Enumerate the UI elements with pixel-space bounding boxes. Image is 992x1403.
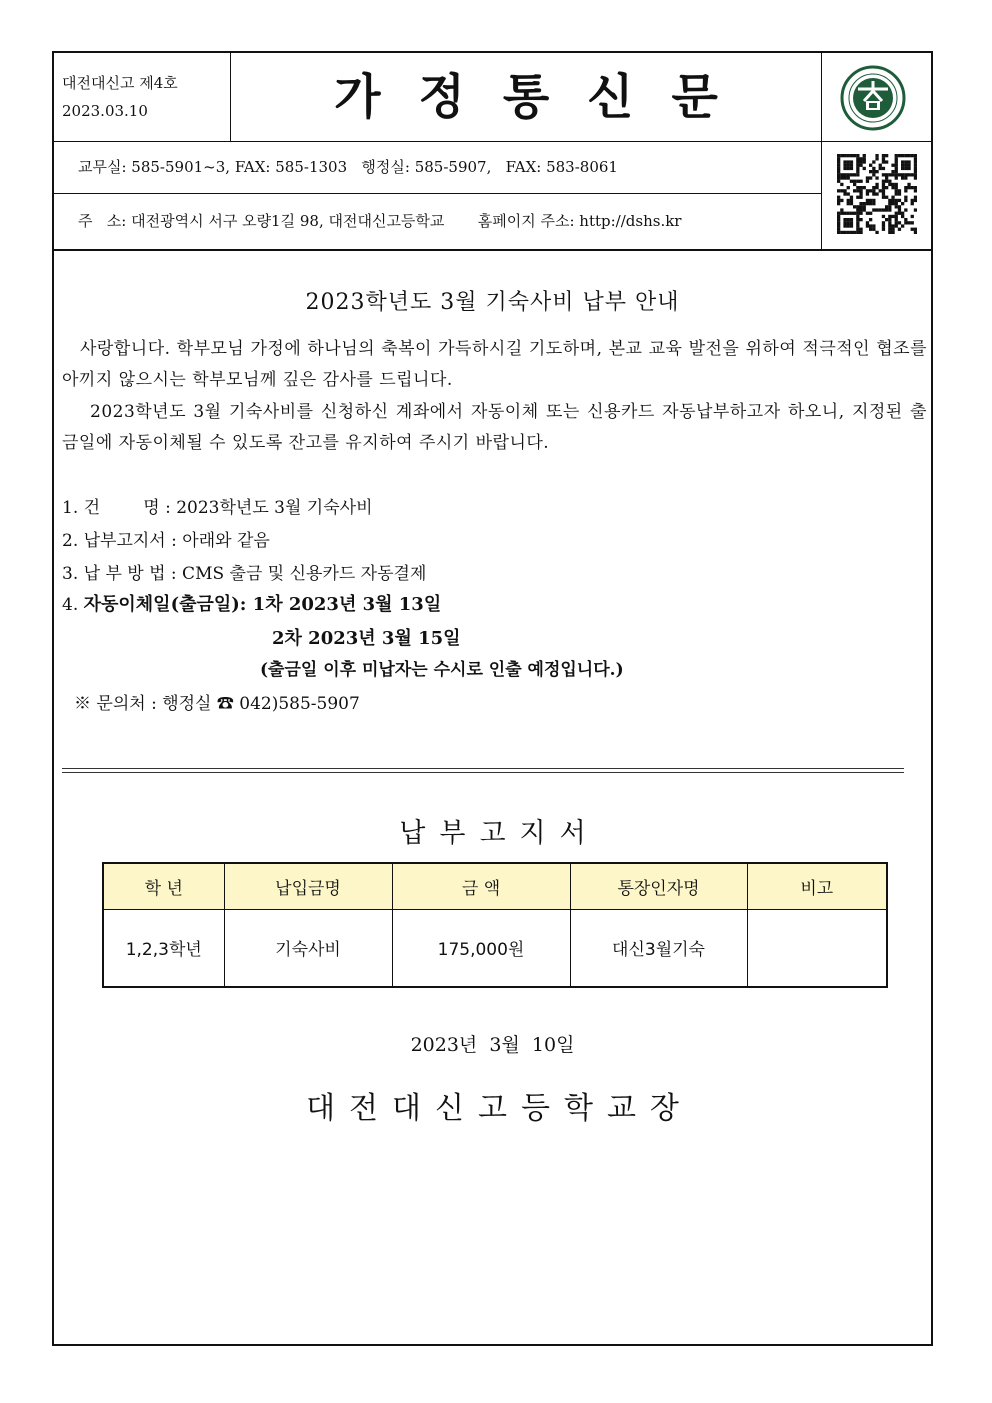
issue-info <box>62 69 178 125</box>
header-payment-name: 납입금명 <box>224 863 392 909</box>
principal-signature: 대전대신고등학교장 <box>306 1091 693 1126</box>
header-grade: 학 년 <box>103 863 224 909</box>
contact-info: 교무실: 585-5901~3, FAX: 585-1303 행정실: 585-5907, FAX: 583-8061 <box>78 158 618 176</box>
debit-date-note: (출금일 이후 미납자는 수시로 인출 예정입니다.) <box>260 660 624 680</box>
bill-title: 납부고지서 <box>399 818 600 849</box>
page-title: 가정통신문 <box>334 69 756 125</box>
issue-date-footer: 2023년 3월 10일 <box>410 1034 575 1056</box>
contact-row <box>54 141 821 194</box>
inquiry-phone: 042)585-5907 <box>233 694 360 714</box>
table-row <box>103 909 887 987</box>
cell-note <box>747 909 887 987</box>
item-number: 4. <box>62 595 84 615</box>
item-bill: 2. 납부고지서 : 아래와 같음 <box>62 531 270 551</box>
item-subject: 1. 건 명 : 2023학년도 3월 기숙사비 <box>62 498 373 518</box>
header-top-row <box>54 53 931 142</box>
item-debit-date <box>62 590 441 616</box>
address-row <box>54 194 821 249</box>
header <box>54 53 931 251</box>
qr-code-icon[interactable] <box>837 154 917 234</box>
issue-number: 대전대신고 제4호 <box>62 74 178 92</box>
cell-amount: 175,000원 <box>392 909 570 987</box>
phone-icon: ☎ <box>216 694 234 714</box>
inquiry-label: ※ 문의처 : 행정실 <box>74 694 217 714</box>
paragraph-request: 2023학년도 3월 기숙사비를 신청하신 계좌에서 자동이체 또는 신용카드 자동납부하고자 하오니, 지정된 출금일에 자동이체될 수 있도록 잔고를 유지하여 주시기 바랍니다. <box>62 402 927 453</box>
header-amount: 금 액 <box>392 863 570 909</box>
item-method: 3. 납 부 방 법 : CMS 출금 및 신용카드 자동결제 <box>62 564 427 584</box>
debit-date-second: 2차 2023년 3월 15일 <box>272 628 461 649</box>
address-info: 주 소: 대전광역시 서구 오량1길 98, 대전대신고등학교 홈페이지 주소: http://dshs.kr <box>78 212 682 230</box>
paragraph-greeting: 사랑합니다. 학부모님 가정에 하나님의 축복이 가득하시길 기도하며, 본교 교육 발전을 위하여 적극적인 협조를 아끼지 않으시는 학부모님께 깊은 감사를 드립니다. <box>62 339 927 390</box>
debit-date-first: 자동이체일(출금일): 1차 2023년 3월 13일 <box>83 594 442 615</box>
issue-date: 2023.03.10 <box>62 102 148 120</box>
notice-title: 2023학년도 3월 기숙사비 납부 안내 <box>305 290 680 315</box>
cell-grade: 1,2,3학년 <box>103 909 224 987</box>
divider <box>821 53 822 249</box>
double-divider <box>62 768 904 773</box>
school-emblem-icon <box>840 65 906 131</box>
cell-payment-name: 기숙사비 <box>224 909 392 987</box>
document-frame <box>52 51 933 1346</box>
header-account-name: 통장인자명 <box>570 863 747 909</box>
table-header-row <box>103 863 887 909</box>
header-note: 비고 <box>747 863 887 909</box>
inquiry <box>74 689 360 714</box>
cell-account-name: 대신3월기숙 <box>570 909 747 987</box>
bill-table <box>102 862 888 988</box>
